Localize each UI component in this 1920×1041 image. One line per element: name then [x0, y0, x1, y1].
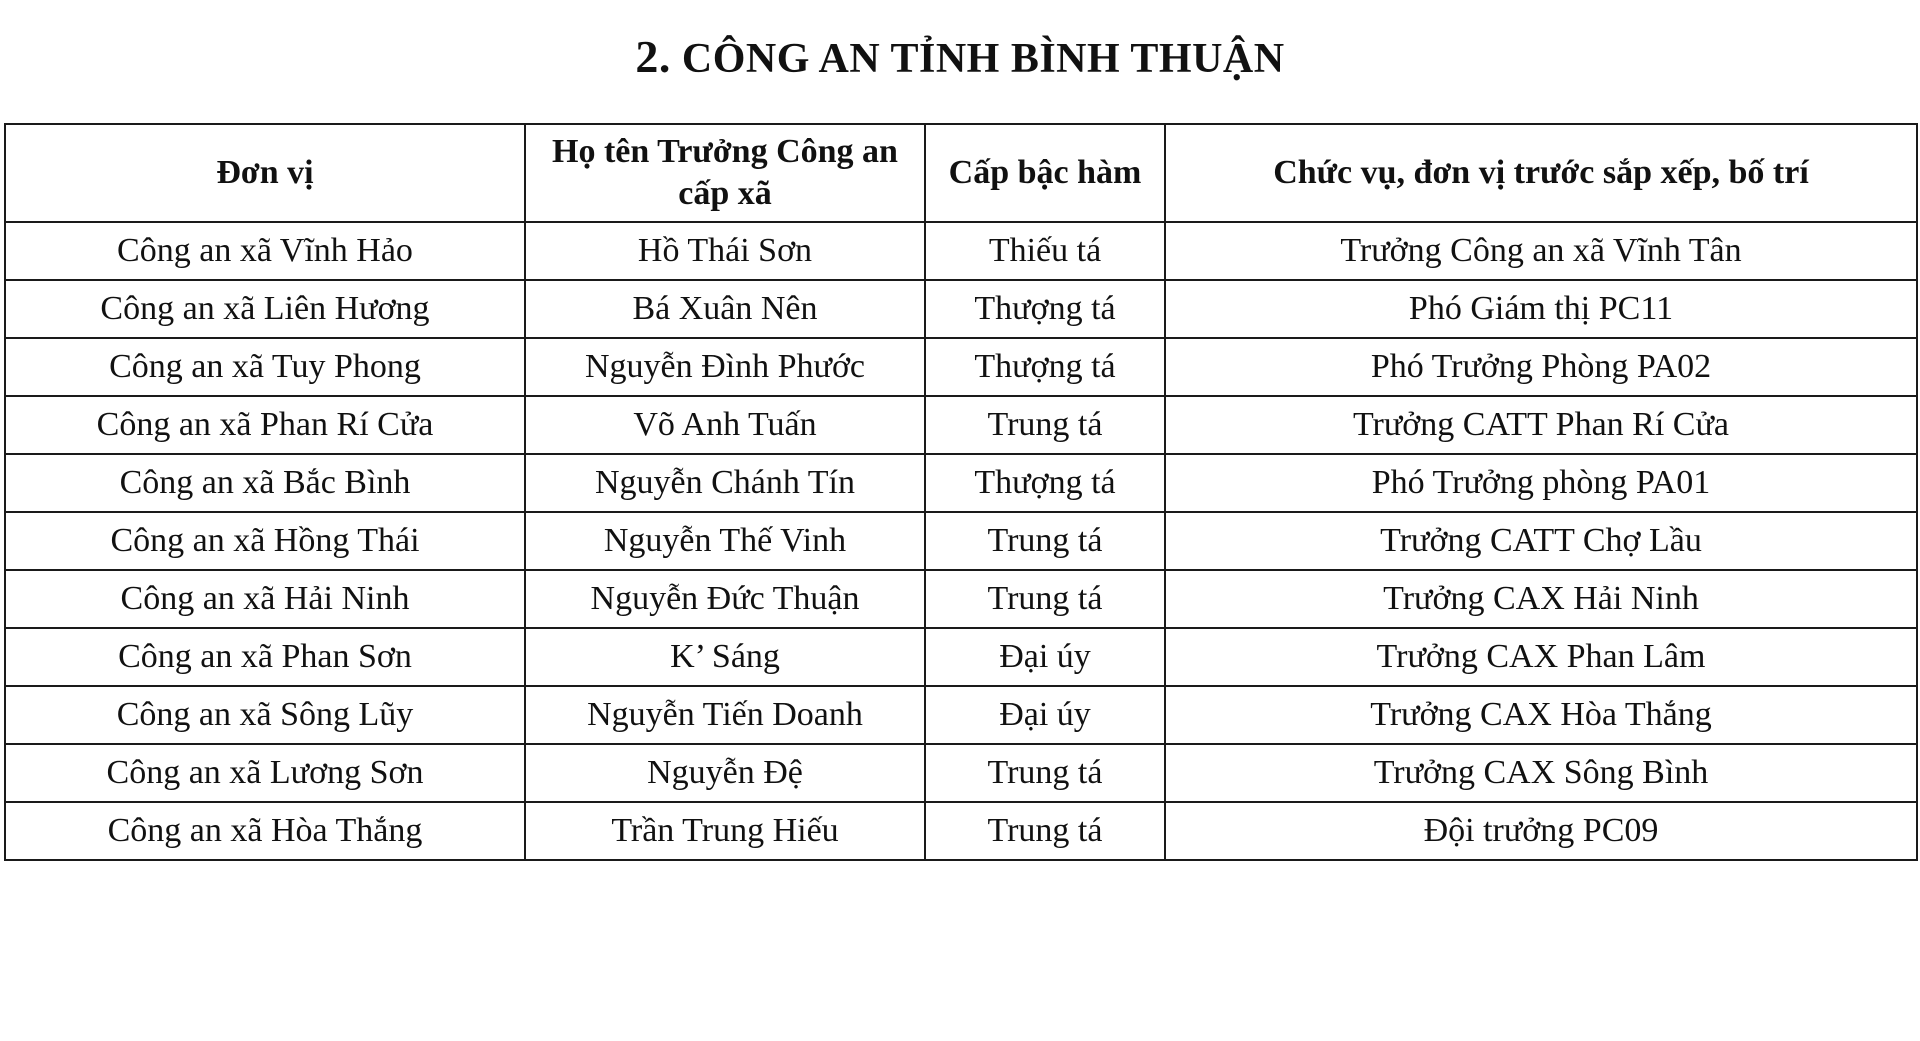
header-unit: Đơn vị	[5, 124, 525, 222]
cell-unit: Công an xã Phan Sơn	[5, 628, 525, 686]
table-row	[5, 744, 1917, 802]
cell-rank: Thượng tá	[925, 280, 1165, 338]
table-row	[5, 628, 1917, 686]
cell-unit: Công an xã Sông Lũy	[5, 686, 525, 744]
section-title: CÔNG AN TỈNH BÌNH THUẬN	[681, 36, 1285, 82]
cell-unit: Công an xã Phan Rí Cửa	[5, 396, 525, 454]
cell-rank: Trung tá	[925, 802, 1165, 860]
table-row	[5, 338, 1917, 396]
cell-unit: Công an xã Hải Ninh	[5, 570, 525, 628]
table-header-row	[5, 124, 1917, 222]
header-previous-position: Chức vụ, đơn vị trước sắp xếp, bố trí	[1165, 124, 1917, 222]
cell-previous-position: Trưởng Công an xã Vĩnh Tân	[1165, 222, 1917, 280]
cell-commander-name: Hồ Thái Sơn	[525, 222, 925, 280]
cell-commander-name: Võ Anh Tuấn	[525, 396, 925, 454]
cell-commander-name: Nguyễn Đức Thuận	[525, 570, 925, 628]
cell-commander-name: Trần Trung Hiếu	[525, 802, 925, 860]
table-row	[5, 512, 1917, 570]
cell-commander-name: Nguyễn Đình Phước	[525, 338, 925, 396]
page-title	[0, 30, 1920, 83]
cell-previous-position: Đội trưởng PC09	[1165, 802, 1917, 860]
cell-previous-position: Phó Trưởng Phòng PA02	[1165, 338, 1917, 396]
cell-unit: Công an xã Hồng Thái	[5, 512, 525, 570]
table-row	[5, 570, 1917, 628]
cell-commander-name: Nguyễn Chánh Tín	[525, 454, 925, 512]
section-number: 2.	[635, 31, 671, 82]
cell-rank: Thiếu tá	[925, 222, 1165, 280]
cell-rank: Trung tá	[925, 744, 1165, 802]
table-row	[5, 686, 1917, 744]
table-row	[5, 222, 1917, 280]
cell-commander-name: Nguyễn Tiến Doanh	[525, 686, 925, 744]
cell-unit: Công an xã Vĩnh Hảo	[5, 222, 525, 280]
table-row	[5, 396, 1917, 454]
cell-unit: Công an xã Tuy Phong	[5, 338, 525, 396]
cell-previous-position: Trưởng CAX Hòa Thắng	[1165, 686, 1917, 744]
cell-unit: Công an xã Liên Hương	[5, 280, 525, 338]
cell-rank: Đại úy	[925, 686, 1165, 744]
cell-previous-position: Trưởng CAX Phan Lâm	[1165, 628, 1917, 686]
cell-previous-position: Trưởng CAX Hải Ninh	[1165, 570, 1917, 628]
cell-rank: Trung tá	[925, 396, 1165, 454]
cell-previous-position: Trưởng CAX Sông Bình	[1165, 744, 1917, 802]
cell-previous-position: Phó Giám thị PC11	[1165, 280, 1917, 338]
cell-commander-name: Nguyễn Đệ	[525, 744, 925, 802]
cell-rank: Đại úy	[925, 628, 1165, 686]
header-rank: Cấp bậc hàm	[925, 124, 1165, 222]
commanders-table	[4, 123, 1918, 861]
table-row	[5, 802, 1917, 860]
cell-unit: Công an xã Hòa Thắng	[5, 802, 525, 860]
cell-previous-position: Phó Trưởng phòng PA01	[1165, 454, 1917, 512]
header-commander-name: Họ tên Trưởng Công an cấp xã	[525, 124, 925, 222]
cell-rank: Thượng tá	[925, 338, 1165, 396]
table-row	[5, 280, 1917, 338]
cell-rank: Thượng tá	[925, 454, 1165, 512]
cell-commander-name: Bá Xuân Nên	[525, 280, 925, 338]
cell-rank: Trung tá	[925, 512, 1165, 570]
cell-previous-position: Trưởng CATT Chợ Lầu	[1165, 512, 1917, 570]
cell-commander-name: Nguyễn Thế Vinh	[525, 512, 925, 570]
cell-rank: Trung tá	[925, 570, 1165, 628]
cell-unit: Công an xã Lương Sơn	[5, 744, 525, 802]
cell-unit: Công an xã Bắc Bình	[5, 454, 525, 512]
cell-previous-position: Trưởng CATT Phan Rí Cửa	[1165, 396, 1917, 454]
cell-commander-name: K’ Sáng	[525, 628, 925, 686]
table-row	[5, 454, 1917, 512]
